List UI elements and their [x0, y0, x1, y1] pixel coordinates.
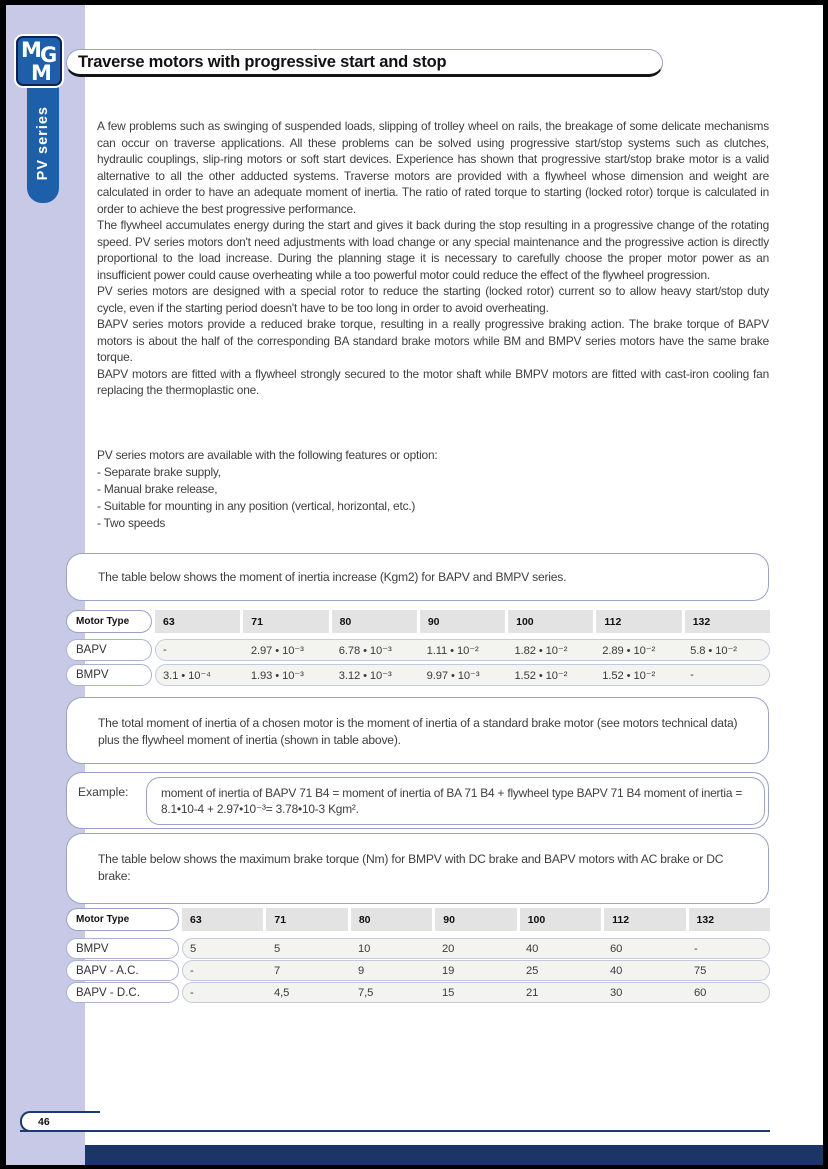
row-values — [182, 938, 770, 959]
table-cell: 9 — [358, 964, 365, 977]
inertia-table-header — [66, 610, 770, 633]
feature-item: - Two speeds — [97, 516, 166, 530]
page-border-top — [0, 0, 828, 5]
table-cell: 10 — [358, 942, 371, 955]
inertia-caption-box — [66, 553, 769, 601]
table-cell: 1.82 • 10⁻² — [514, 644, 568, 657]
column-header-63: 63 — [182, 908, 263, 931]
feature-item: - Separate brake supply, — [97, 465, 221, 479]
inertia-caption: The table below shows the moment of inertia increase (Kgm2) for BAPV and BMPV series. — [98, 569, 567, 584]
example-label: Example: — [78, 785, 129, 799]
row-label: BAPV - A.C. — [66, 960, 179, 981]
footer-navy-bar — [85, 1145, 823, 1165]
row-label: BAPV - D.C. — [66, 982, 179, 1003]
column-header-motor-type: Motor Type — [66, 908, 179, 931]
intro-paragraph-5: BAPV motors are fitted with a flywheel strongly secured to the motor shaft while BMPV motors are fitted with cast-iron cooling fan replacing the thermoplastic one. — [97, 366, 769, 397]
table-cell: 5 — [190, 942, 197, 955]
table-cell: - — [163, 644, 167, 656]
page-title: Traverse motors with progressive start and stop — [78, 52, 447, 71]
row-label: BAPV — [66, 639, 152, 661]
mgm-logo — [16, 36, 62, 86]
total-inertia-note: The total moment of inertia of a chosen motor is the moment of inertia of a standard brake motor (see motors technical data) plus the flywheel moment of inertia (shown in table above). — [98, 716, 738, 747]
intro-text — [97, 118, 769, 399]
table-cell: 19 — [442, 964, 455, 977]
features-intro: PV series motors are available with the following features or option: — [97, 448, 438, 462]
row-values — [155, 639, 770, 661]
table-cell: 1.93 • 10⁻³ — [250, 669, 304, 682]
table-cell: - — [190, 986, 194, 999]
table-cell: - — [190, 964, 194, 977]
table-cell: 4,5 — [274, 986, 290, 999]
feature-item: - Suitable for mounting in any position (vertical, horizontal, etc.) — [97, 499, 416, 513]
table-row-bapv-ac — [66, 960, 770, 981]
table-cell: 1.52 • 10⁻² — [514, 669, 568, 682]
table-cell: 2.89 • 10⁻² — [602, 644, 656, 657]
table-cell: 5 — [274, 942, 281, 955]
table-cell: - — [694, 942, 698, 955]
logo-letter-m1: M — [21, 38, 42, 62]
column-header-90: 90 — [435, 908, 516, 931]
table-row-bapv-dc — [66, 982, 770, 1003]
intro-paragraph-1: A few problems such as swinging of suspended loads, slipping of trolley wheel on rails, the breakage of some delicate mechanisms can occur on traverse applications. All these problems can be solved using progressive start/stop systems such as clutches, hydraulic couplings, slip-ring motors or soft start devices. Experience has shown that progressive start/stop brake motor is a valid alternative to all the other adducted systems. Traverse motors are provided with a flywheel whose dimension and weight are calculated in order to have an adequate moment of inertia. The ratio of rated torque to starting (locked rotor) torque is calculated in order to achieve the best progressive performance. — [97, 119, 769, 216]
column-header-63: 63 — [155, 610, 240, 633]
example-text: moment of inertia of BAPV 71 B4 = moment of inertia of BA 71 B4 + flywheel type BAPV 71 B4 moment of inertia = 8.1•10-4 + 2.97•10⁻³= 3.78•10-3 Kgm². — [161, 786, 743, 816]
example-box — [66, 772, 769, 829]
page-number: 46 — [38, 1115, 50, 1128]
table-cell: 30 — [610, 986, 623, 999]
column-header-100: 100 — [520, 908, 601, 931]
table-cell: 40 — [610, 964, 623, 977]
torque-caption-box — [66, 833, 769, 904]
footer-rule — [20, 1111, 770, 1132]
table-cell: 3.1 • 10⁻⁴ — [163, 669, 211, 682]
column-header-132: 132 — [685, 610, 770, 633]
table-row-bmpv — [66, 664, 770, 686]
logo-letter-m2: M — [31, 61, 52, 85]
row-values — [182, 960, 770, 981]
row-values — [155, 664, 770, 686]
column-header-80: 80 — [332, 610, 417, 633]
table-cell: 6.78 • 10⁻³ — [338, 644, 392, 657]
table-cell: 7 — [274, 964, 281, 977]
table-cell: 3.12 • 10⁻³ — [338, 669, 392, 682]
table-cell: 9.97 • 10⁻³ — [426, 669, 480, 682]
logo-letter-g: G — [40, 43, 58, 67]
table-cell: 5.8 • 10⁻² — [690, 644, 737, 657]
page-number-capsule — [20, 1111, 100, 1132]
intro-paragraph-2: The flywheel accumulates energy during the start and gives it back during the stop resulting in a progressive change of the rotating speed. PV series motors don't need adjustments with load change or any special maintenance and the progressive action is directly proportional to the load increase. During the planning stage it is necessary to carefully choose the proper motor power as an insufficient power could cause overheating while a too powerful motor could reduce the effect of the flywheel progression. — [97, 218, 769, 282]
row-label: BMPV — [66, 664, 152, 686]
column-header-112: 112 — [604, 908, 685, 931]
table-cell: 20 — [442, 942, 455, 955]
features-list — [97, 447, 769, 532]
inertia-table — [66, 610, 770, 690]
table-cell: 1.52 • 10⁻² — [602, 669, 656, 682]
table-cell: 7,5 — [358, 986, 374, 999]
table-cell: 40 — [526, 942, 539, 955]
table-row-bapv — [66, 639, 770, 661]
column-header-motor-type: Motor Type — [66, 610, 152, 633]
row-label: BMPV — [66, 938, 179, 959]
series-tab-label: PV series — [35, 106, 51, 181]
page-title-capsule — [66, 49, 663, 77]
row-values — [182, 982, 770, 1003]
column-header-132: 132 — [689, 908, 770, 931]
page-border-right — [823, 0, 828, 1169]
torque-table — [66, 908, 770, 1006]
table-cell: 75 — [694, 964, 707, 977]
column-header-90: 90 — [420, 610, 505, 633]
table-cell: 25 — [526, 964, 539, 977]
feature-item: - Manual brake release, — [97, 482, 218, 496]
intro-paragraph-3: PV series motors are designed with a special rotor to reduce the starting (locked rotor) current so to allow heavy start/stop duty cycle, even if the starting period doesn't have to be too long in order to avoid overheating. — [97, 284, 769, 315]
torque-caption: The table below shows the maximum brake torque (Nm) for BMPV with DC brake and BAPV motors with AC brake or DC brake: — [98, 852, 724, 883]
table-cell: 21 — [526, 986, 539, 999]
example-inner-capsule — [146, 777, 765, 825]
table-cell: 60 — [694, 986, 707, 999]
column-header-80: 80 — [351, 908, 432, 931]
page-border-bottom — [0, 1165, 828, 1169]
page-border-left — [0, 0, 6, 1169]
table-cell: - — [690, 669, 694, 681]
table-row-bmpv — [66, 938, 770, 959]
column-header-71: 71 — [266, 908, 347, 931]
intro-paragraph-4: BAPV series motors provide a reduced brake torque, resulting in a really progressive braking action. The brake torque of BAPV motors is about the half of the corresponding BA standard brake motors while BM and BMPV series motors have the same brake torque. — [97, 317, 769, 364]
torque-table-header — [66, 908, 770, 931]
column-header-100: 100 — [508, 610, 593, 633]
table-cell: 2.97 • 10⁻³ — [250, 644, 304, 657]
table-cell: 1.11 • 10⁻² — [426, 644, 479, 657]
table-cell: 15 — [442, 986, 455, 999]
total-inertia-note-box — [66, 697, 769, 764]
column-header-112: 112 — [596, 610, 681, 633]
column-header-71: 71 — [243, 610, 328, 633]
table-cell: 60 — [610, 942, 623, 955]
